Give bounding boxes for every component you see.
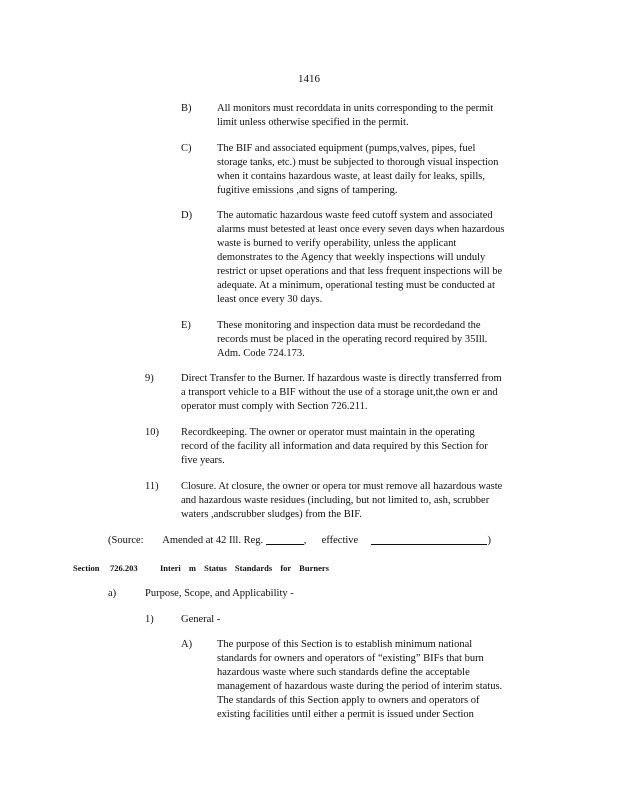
item-text bbox=[181, 372, 545, 414]
item-text bbox=[181, 426, 531, 468]
text-line: a transport vehicle to a BIF without the use of a storage unit,the own er and bbox=[181, 387, 498, 398]
source-close: ) bbox=[487, 535, 491, 546]
text-line: Closure. At closure, the owner or opera tor must remove all hazardous waste bbox=[181, 481, 503, 492]
text-line: when it contains hazardous waste, at least daily for leaks, spills, bbox=[217, 171, 485, 182]
effective-date-blank bbox=[371, 534, 487, 545]
text-line: five years. bbox=[181, 455, 225, 466]
subitem-text bbox=[217, 319, 533, 361]
text-line: demonstrates to the Agency that weekly inspections will unduly bbox=[217, 252, 486, 263]
subitem-label: B) bbox=[181, 103, 192, 114]
text-line: All monitors must recorddata in units corresponding to the permit bbox=[217, 103, 494, 114]
text-line: standards for owners and operators of “existing” BIFs that burn bbox=[217, 653, 484, 664]
text-line: The standards of this Section apply to owners and operators of bbox=[217, 695, 480, 706]
text-line: operator must comply with Section 726.211. bbox=[181, 401, 368, 412]
section-number: 726.203 bbox=[110, 563, 138, 573]
item-text bbox=[181, 480, 543, 522]
register-blank bbox=[266, 534, 304, 545]
source-effective: effective bbox=[321, 535, 359, 546]
text-line: restrict or upset operations and that less frequent inspections will be bbox=[217, 266, 503, 277]
text-line: hazardous waste where such standards define the acceptable bbox=[217, 667, 470, 678]
item-label: 9) bbox=[145, 373, 154, 384]
subsection-text: Purpose, Scope, and Applicability - bbox=[145, 588, 294, 599]
subitem-label: E) bbox=[181, 320, 191, 331]
item-text: General - bbox=[181, 614, 221, 625]
text-line: The automatic hazardous waste feed cutoff system and associated bbox=[217, 210, 493, 221]
subitem-text bbox=[217, 142, 533, 198]
text-line: limit unless otherwise specified in the permit. bbox=[217, 117, 409, 128]
section-title: Interi m Status Standards for Burners bbox=[160, 563, 329, 573]
source-amended: Amended at 42 Ill. Reg. bbox=[162, 535, 264, 546]
item-label: 1) bbox=[145, 614, 154, 625]
text-line: Direct Transfer to the Burner. If hazardous waste is directly transferred from bbox=[181, 373, 502, 384]
subitem-label: D) bbox=[181, 210, 193, 221]
text-line: waste is burned to verify operability, unless the applicant bbox=[217, 238, 457, 249]
subitem-label: A) bbox=[181, 639, 193, 650]
text-line: least once every 30 days. bbox=[217, 294, 323, 305]
source-prefix: (Source: bbox=[108, 535, 144, 546]
text-line: records must be placed in the operating record required by 35Ill. bbox=[217, 334, 488, 345]
page-number: 1416 bbox=[298, 73, 320, 85]
text-line: Adm. Code 724.173. bbox=[217, 348, 305, 359]
item-label: 10) bbox=[145, 427, 159, 438]
section-word: Section bbox=[73, 563, 100, 573]
text-line: The purpose of this Section is to establish minimum national bbox=[217, 639, 473, 650]
source-note: (Source: Amended at 42 Ill. Reg. , effective ) bbox=[108, 535, 491, 546]
text-line: The BIF and associated equipment (pumps,valves, pipes, fuel bbox=[217, 143, 476, 154]
text-line: management of hazardous waste during the period of interim status. bbox=[217, 681, 503, 692]
text-line: existing facilities until either a permit is issued under Section bbox=[217, 709, 474, 720]
text-line: These monitoring and inspection data must be recordedand the bbox=[217, 320, 481, 331]
text-line: alarms must betested at least once every seven days when hazardous bbox=[217, 224, 505, 235]
text-line: fugitive emissions ,and signs of tampering. bbox=[217, 185, 398, 196]
subitem-text bbox=[217, 209, 541, 307]
subsection-label: a) bbox=[108, 588, 117, 599]
text-line: record of the facility all information and data required by this Section for bbox=[181, 441, 488, 452]
subitem-text bbox=[217, 638, 539, 722]
subitem-text bbox=[217, 102, 527, 130]
text-line: and hazardous waste residues (including, but not limited to, ash, scrubber bbox=[181, 495, 490, 506]
item-label: 11) bbox=[145, 481, 159, 492]
text-line: waters ,andscrubber sludges) from the BIF. bbox=[181, 509, 362, 520]
text-line: storage tanks, etc.) must be subjected to thorough visual inspection bbox=[217, 157, 499, 168]
subitem-label: C) bbox=[181, 143, 192, 154]
text-line: Recordkeeping. The owner or operator must maintain in the operating bbox=[181, 427, 475, 438]
text-line: adequate. At a minimum, operational testing must be conducted at bbox=[217, 280, 495, 291]
